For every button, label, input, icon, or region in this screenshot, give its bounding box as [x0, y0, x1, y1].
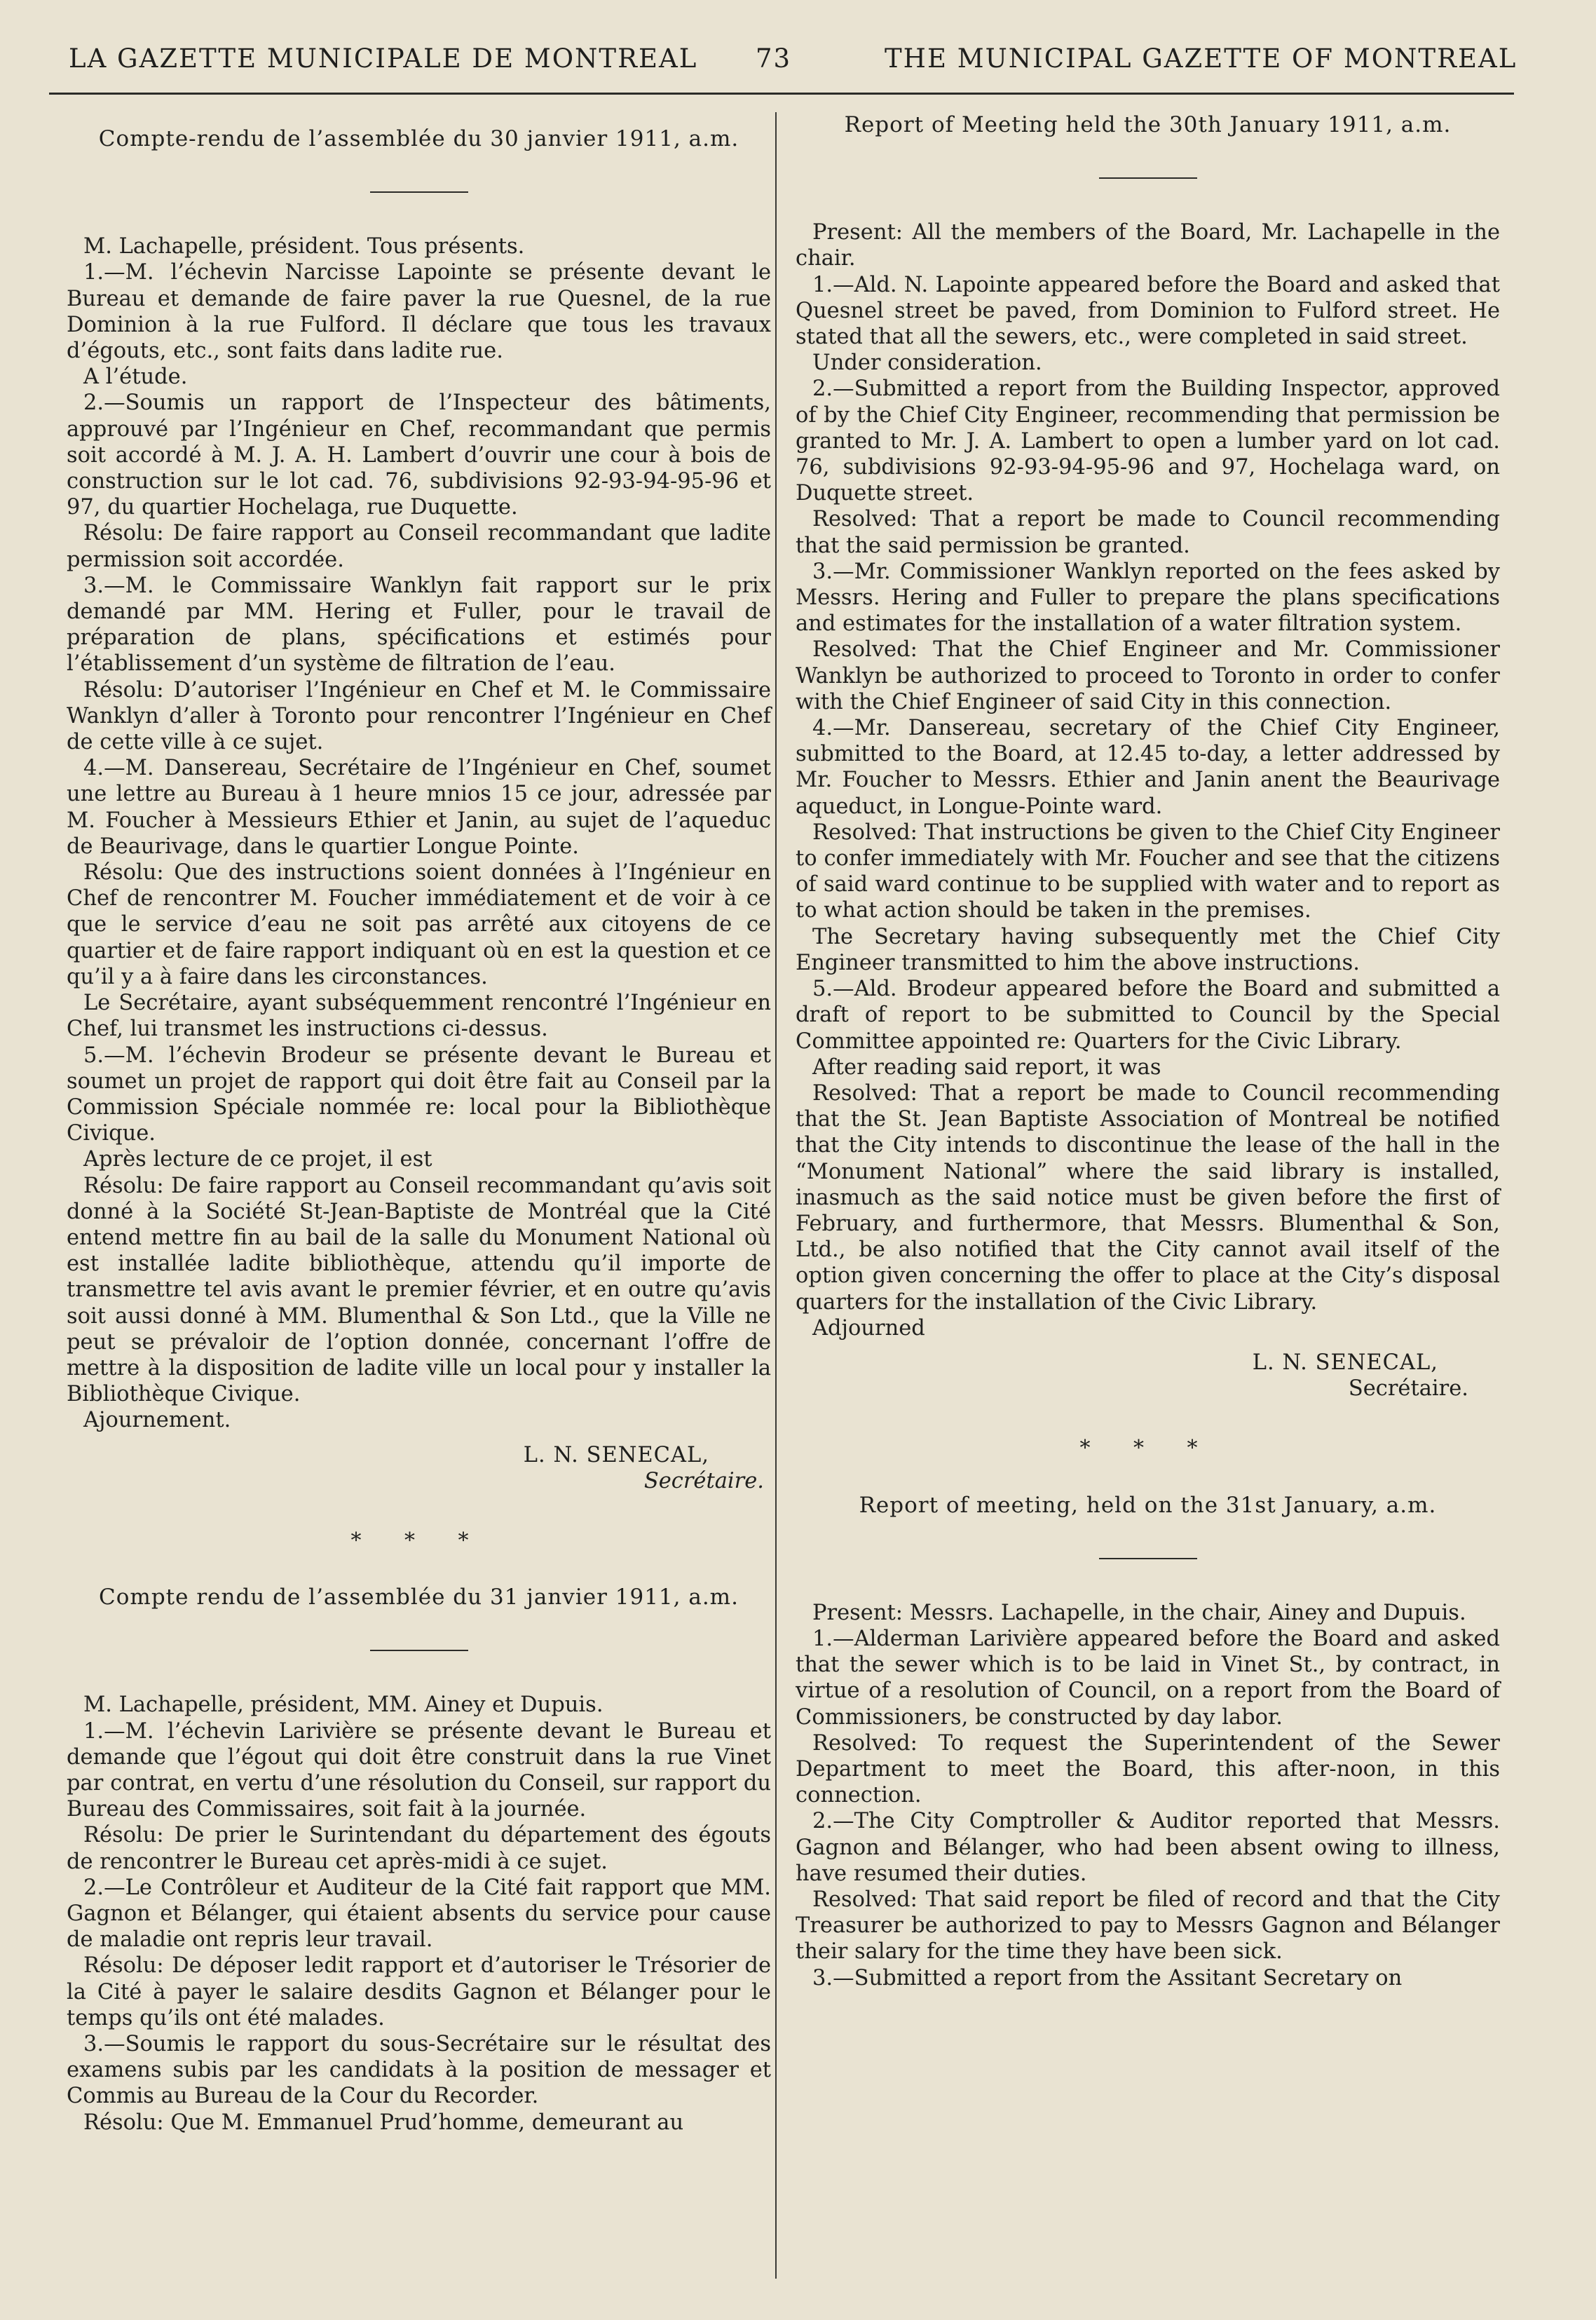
- header-rule: [49, 93, 1514, 95]
- meeting-title: Compte-rendu de l’assemblée du 30 janvier 1911, a.m.: [98, 126, 739, 151]
- paragraph: M. Lachapelle, président, MM. Ainey et Dupuis.: [83, 1692, 603, 1718]
- paragraph: A l’étude.: [83, 365, 188, 390]
- paragraph: 2.—Soumis un rapport de l’Inspecteur des bâtiments, approuvé par l’Ingénieur en Chef, recommandant que permis soit accordé à M. J. A. H. Lambert d’ouvrir une cour à bois de construction sur le lot cad. 76, subdivisions 92-93-94-95-96 et 97, du quartier Hochelaga, rue Duquette.: [67, 391, 771, 520]
- paragraph: After reading said report, it was: [812, 1054, 1161, 1080]
- signature-role: Secrétaire.: [1348, 1376, 1468, 1402]
- signature-name: L. N. SENECAL,: [1252, 1350, 1438, 1375]
- paragraph: 4.—M. Dansereau, Secrétaire de l’Ingénieur en Chef, soumet une lettre au Bureau à 1 heure mnios 15 ce jour, adressée par M. Foucher à Messieurs Ethier et Janin, au sujet de l’aqueduc de Beaurivage, dans le quartier Longue Pointe.: [67, 756, 771, 859]
- section-separator: * * *: [1079, 1436, 1216, 1461]
- paragraph: 1.—M. l’échevin Larivière se présente devant le Bureau et demande que l’égout qui doit être construit dans la rue Vinet par contrat, en vertu d’une résolution du Conseil, sur rapport du Bureau des Commissaires, soit fait à la journée.: [67, 1718, 771, 1822]
- paragraph: 5.—Ald. Brodeur appeared before the Board and submitted a draft of report to be submitted to Council by the Special Committee appointed re: Quarters for the Civic Library.: [796, 977, 1500, 1054]
- paragraph: Ajournement.: [83, 1408, 231, 1433]
- paragraph: Resolved: To request the Superintendent of the Sewer Department to meet the Board, this after-noon, in this connection.: [796, 1730, 1500, 1808]
- paragraph: 3.—Submitted a report from the Assitant Secretary on: [812, 1965, 1403, 1990]
- paragraph: Under consideration.: [812, 351, 1042, 376]
- paragraph: Résolu: Que M. Emmanuel Prud’homme, demeurant au: [83, 2110, 684, 2135]
- signature-name: L. N. SENECAL,: [523, 1442, 709, 1467]
- page-number: 73: [756, 43, 792, 74]
- paragraph: 5.—M. l’échevin Brodeur se présente devant le Bureau et soumet un projet de rapport qui doit être fait au Conseil par la Commission Spéciale nommée re: local pour la Bibliothèque Civique.: [67, 1043, 771, 1146]
- signature-role: Secrétaire.: [643, 1468, 764, 1493]
- paragraph: Resolved: That said report be filed of record and that the City Treasurer be authorized to pay to Messrs Gagnon and Bélanger their salary for the time they have been sick.: [796, 1887, 1500, 1965]
- paragraph: Résolu: Que des instructions soient données à l’Ingénieur en Chef de rencontrer M. Foucher immédiatement et de voir à ce que le service d’eau ne soit pas arrêté aux citoyens de ce quartier et de faire rapport indiquant où en est la question et ce qu’il y a à faire dans les circonstances.: [67, 860, 771, 989]
- header-english-title: THE MUNICIPAL GAZETTE OF MONTREAL: [885, 43, 1517, 74]
- paragraph: 1.—Alderman Larivière appeared before the Board and asked that the sewer which is to be laid in Vinet St., by contract, in virtue of a resolution of Council, on a report from the Board of Commissioners, be constructed by day labor.: [796, 1626, 1500, 1730]
- paragraph: Résolu: De faire rapport au Conseil recommandant que ladite permission soit accordée.: [67, 521, 771, 572]
- paragraph: Résolu: D’autoriser l’Ingénieur en Chef et M. le Commissaire Wanklyn d’aller à Toronto pour rencontrer l’Ingénieur en Chef de cette ville à ce sujet.: [67, 677, 771, 755]
- paragraph: 2.—The City Comptroller & Auditor reported that Messrs. Gagnon and Bélanger, who had been absent owing to illness, have resumed their duties.: [796, 1809, 1500, 1886]
- signature-block: [67, 1442, 771, 1494]
- paragraph: M. Lachapelle, président. Tous présents.: [83, 234, 525, 259]
- paragraph: Résolu: De faire rapport au Conseil recommandant qu’avis soit donné à la Société St-Jean-Baptiste de Montréal que la Cité entend mettre fin au bail de la salle du Monument National où est installée ladite bibliothèque, attendu qu’il importe de transmettre tel avis avant le premier février, et en outre qu’avis soit aussi donné à MM. Blumenthal & Son Ltd., que la Ville ne peut se prévaloir de l’option donnée, concernant l’offre de mettre à la disposition de ladite ville un local pour y installer la Bibliothèque Civique.: [67, 1173, 771, 1407]
- paragraph: Resolved: That instructions be given to the Chief City Engineer to confer immediately with Mr. Foucher and see that the citizens of said ward continue to be supplied with water and to report as to what action should be taken in the premises.: [796, 820, 1500, 923]
- paragraph: Résolu: De prier le Surintendant du département des égouts de rencontrer le Bureau cet après-midi à ce sujet.: [67, 1823, 771, 1874]
- section-separator: * * *: [350, 1528, 487, 1553]
- paragraph: 3.—Soumis le rapport du sous-Secrétaire sur le résultat des examens subis par les candidats à la position de messager et Commis au Bureau de la Cour du Recorder.: [67, 2032, 771, 2109]
- paragraph: 2.—Le Contrôleur et Auditeur de la Cité fait rapport que MM. Gagnon et Bélanger, qui étaient absents du service pour cause de maladie ont repris leur travail.: [67, 1875, 771, 1953]
- paragraph: 1.—M. l’échevin Narcisse Lapointe se présente devant le Bureau et demande de faire paver la rue Quesnel, de la rue Dominion à la rue Fulford. Il déclare que tous les travaux d’égouts, etc., sont faits dans ladite rue.: [67, 260, 771, 364]
- paragraph: The Secretary having subsequently met the Chief City Engineer transmitted to him the above instructions.: [796, 924, 1500, 975]
- paragraph: 4.—Mr. Dansereau, secretary of the Chief City Engineer, submitted to the Board, at 12.45 to-day, a letter addressed by Mr. Foucher to Messrs. Ethier and Janin anent the Beaurivage aqueduct, in Longue-Pointe ward.: [796, 716, 1500, 819]
- paragraph: Adjourned: [812, 1315, 925, 1341]
- paragraph: 2.—Submitted a report from the Building Inspector, approved of by the Chief City Engineer, recommending that permission be granted to Mr. J. A. Lambert to open a lumber yard on lot cad. 76, subdivisions 92-93-94-95-96 and 97, Hochelaga ward, on Duquette street.: [796, 377, 1500, 506]
- paragraph: 3.—M. le Commissaire Wanklyn fait rapport sur le prix demandé par MM. Hering et Fuller, pour le travail de préparation de plans, spécifications et estimés pour l’établissement d’un système de filtration de l’eau.: [67, 573, 771, 677]
- paragraph: Le Secrétaire, ayant subséquemment rencontré l’Ingénieur en Chef, lui transmet les instructions ci-dessus.: [67, 991, 771, 1042]
- paragraph: Resolved: That a report be made to Council recommending that the said permission be granted.: [796, 507, 1500, 558]
- french-column: [67, 126, 771, 2136]
- paragraph: Résolu: De déposer ledit rapport et d’autoriser le Trésorier de la Cité à payer le salaire desdits Gagnon et Bélanger pour le temps qu’ils ont été malades.: [67, 1953, 771, 2030]
- header-french-title: LA GAZETTE MUNICIPALE DE MONTREAL: [69, 43, 698, 74]
- paragraph: Resolved: That the Chief Engineer and Mr. Commissioner Wanklyn be authorized to proceed to Toronto in order to confer with the Chief Engineer of said City in this connection.: [796, 637, 1500, 714]
- signature-block: [796, 1350, 1500, 1402]
- paragraph: 1.—Ald. N. Lapointe appeared before the Board and asked that Quesnel street be paved, from Dominion to Fulford street. He stated that all the sewers, etc., were completed in said street.: [796, 272, 1500, 350]
- paragraph: Après lecture de ce projet, il est: [83, 1147, 432, 1172]
- paragraph: Present: Messrs. Lachapelle, in the chair, Ainey and Dupuis.: [812, 1600, 1466, 1625]
- column-divider: [775, 112, 777, 2279]
- meeting-title: Report of Meeting held the 30th January 1911, a.m.: [844, 112, 1452, 137]
- paragraph: 3.—Mr. Commissioner Wanklyn reported on the fees asked by Messrs. Hering and Fuller to prepare the plans specifications and estimates for the installation of a water filtration system.: [796, 559, 1500, 637]
- paragraph: Resolved: That a report be made to Council recommending that the St. Jean Baptiste Association of Montreal be notified that the City intends to discontinue the lease of the hall in the “Monument National” where the said library is installed, inasmuch as the said notice must be given before the first of February, and furthermore, that Messrs. Blumenthal & Son, Ltd., be also notified that the City cannot avail itself of the option given concerning the offer to place at the City’s disposal quarters for the installation of the Civic Library.: [796, 1080, 1500, 1315]
- meeting-title: Report of meeting, held on the 31st January, a.m.: [859, 1492, 1437, 1518]
- paragraph: Present: All the members of the Board, Mr. Lachapelle in the chair.: [796, 220, 1500, 271]
- meeting-title: Compte rendu de l’assemblée du 31 janvier 1911, a.m.: [99, 1585, 739, 1610]
- english-column: [796, 112, 1500, 1991]
